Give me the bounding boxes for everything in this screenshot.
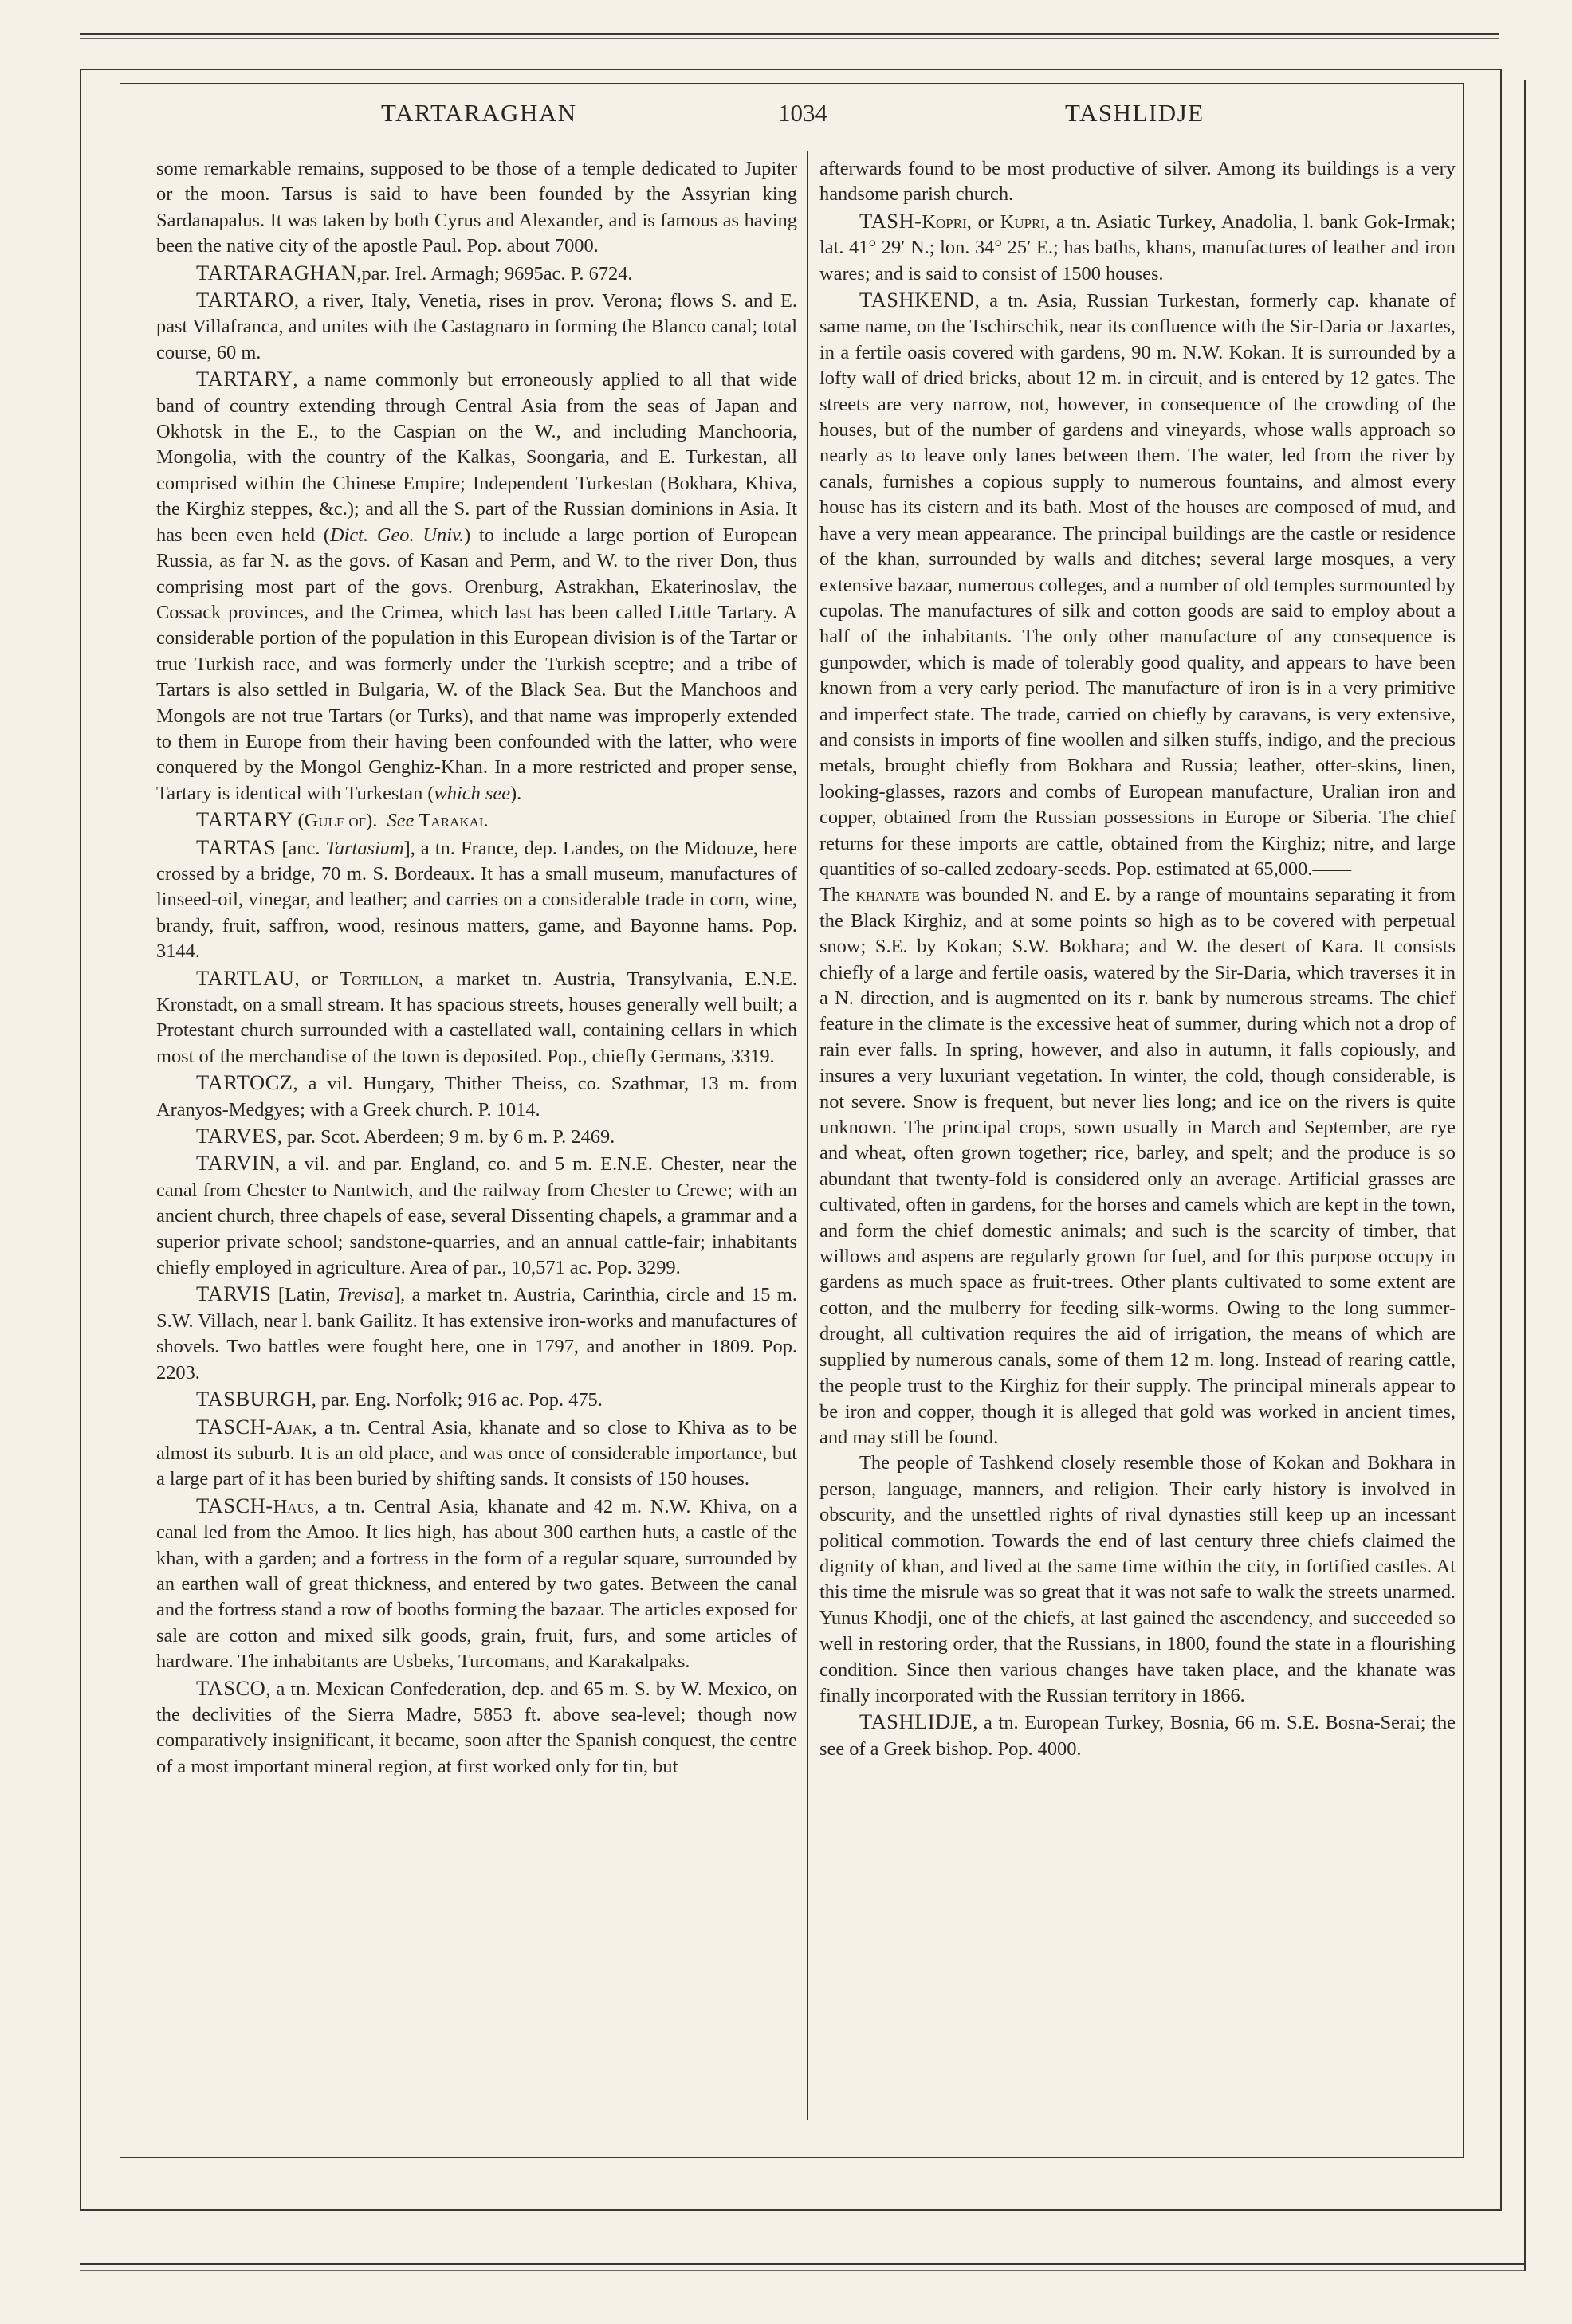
header-right-catchword: TASHLIDJE <box>1065 99 1205 127</box>
right-column <box>819 156 1456 1762</box>
subject-term: khanate <box>855 884 920 906</box>
headword-suffix: Haus <box>273 1495 315 1517</box>
entry-tasburgh <box>156 1386 797 1413</box>
headword-suffix: Ajak <box>273 1416 312 1439</box>
bottom-rule-thin <box>80 2270 1524 2271</box>
headword: TASCO <box>196 1675 266 1700</box>
headword: TARTARO <box>196 288 294 312</box>
entry-tasch-ajak <box>156 1414 797 1493</box>
alternate-name: Tortillon <box>340 968 419 990</box>
entry-text: ). <box>510 782 522 804</box>
see-label: See <box>387 810 415 832</box>
column-divider <box>807 151 808 2120</box>
headword: TARTOCZ <box>196 1070 293 1095</box>
entry-text: [Latin, <box>271 1284 338 1306</box>
headword: TASHKEND <box>859 288 975 312</box>
headword: TARVIN <box>196 1151 275 1176</box>
entry-text: ], a market tn. Austria, Carinthia, circle and 15 m. S.W. Villach, near l. bank Gailitz. It has extensive iron-works and manufactures of shovels. Two battles were fought here, one in 1797, and another in 1809. Pop. 2203. <box>156 1284 797 1384</box>
entry-tash-kopri <box>819 208 1456 287</box>
top-rule-thin <box>80 38 1499 39</box>
entry-tasco-continued: afterwards found to be most productive of silver. Among its buildings is a very handsome parish church. <box>819 158 1456 206</box>
entry-text: , or <box>966 210 1000 233</box>
headword: TARVIS <box>196 1282 272 1306</box>
entry-cross-reference: which see <box>434 782 511 804</box>
entry-text: , a river, Italy, Venetia, rises in prov. Verona; flows S. and E. past Villafranca, and unites with the Castagnaro in forming the Blanco canal; total course, 60 m. <box>156 290 797 363</box>
entry-text: [anc. <box>276 837 326 859</box>
entry-text: , or <box>294 968 340 990</box>
headword: TARTLAU <box>196 965 295 990</box>
entry-text: , a tn. Central Asia, khanate and 42 m. N.W. Khiva, on a canal led from the Amoo. It lies high, has about 300 earthen huts, a castle of the khan, with a garden; and a fortress in the form of a regular square, surrounded by an earthen wall of great thickness, and entered by two gates. Between the canal and the fortress stand a row of booths forming the bazaar. The articles exposed for sale are cotton and mixed silk goods, grain, fruit, furs, and some articles of hardware. The inhabitants are Usbeks, Turcomans, and Karakalpaks. <box>156 1495 797 1673</box>
bottom-rule <box>80 2263 1524 2265</box>
headword: TASCH- <box>196 1493 273 1517</box>
entry-tasch-haus <box>156 1493 797 1675</box>
entry-tartary <box>156 366 797 807</box>
entry-tartlau <box>156 965 797 1070</box>
left-column <box>156 156 797 1780</box>
entry-tartocz <box>156 1070 797 1123</box>
headword: TASH- <box>859 208 922 233</box>
cross-reference: Tarakai. <box>419 810 489 832</box>
header-left-catchword: TARTARAGHAN <box>381 99 577 127</box>
entry-text: , a tn. Central Asia, khanate and so close to Khiva as to be almost its suburb. It is an old place, and was once of considerable importance, but a large part of it has been buried by shifting sands. It consists of 150 houses. <box>156 1416 797 1490</box>
headword: TASCH- <box>196 1414 273 1439</box>
headword: TASHLIDJE <box>859 1710 973 1734</box>
page-number: 1034 <box>778 99 827 127</box>
entry-text: ) to include a large portion of European Russia, as far N. as the govs. of Kasan and Perm, and W. to the river Don, thus comprising most part of the govs. Orenburg, Astrakhan, Ekaterinoslav, the Cossack provinces, and the Crimea, which last has been called Little Tartary. A considerable portion of the population in this European division is of the Tartar or true Turkish race, and was formerly under the Turkish sceptre; and a tribe of Tartars is also settled in Bulgaria, W. of the Black Sea. But the Manchoos and Mongols are not true Tartars (or Turks), and that name was improperly extended to them in Europe from their having been confounded with the latter, who were conquered by the Mongol Genghiz-Khan. In a more restricted and proper sense, Tartary is identical with Turkestan ( <box>156 524 797 804</box>
headword-suffix: Kopri <box>922 210 967 233</box>
entry-citation: Dict. Geo. Univ. <box>329 524 465 546</box>
right-edge-rule <box>1524 80 1526 2271</box>
entry-tartaraghan <box>156 260 797 287</box>
entry-text: , a tn. Asia, Russian Turkestan, formerly cap. khanate of same name, on the Tschirschik, near its confluence with the Sir-Daria or Jaxartes, in a fertile oasis covered with gardens, 90 m. N.W. Kokan. It is surrounded by a lofty wall of dried bricks, about 12 m. in circuit, and is entered by 12 gates. The streets are very narrow, not, however, in consequence of the crowding of the houses, but of the number of gardens and vineyards, whose walls approach so nearly as to leave only lanes between them. The water, led from the river by canals, furnishes a copious supply to numerous fountains, and almost every house has its cistern and its bath. Most of the houses are composed of mud, and have a very mean appearance. The principal buildings are the castle or residence of the khan, surrounded by walls and ditches; several large mosques, a very extensive bazaar, numerous colleges, and a number of old temples surmounted by cupolas. The manufactures of silk and cotton goods are said to employ about a half of the inhabitants. The only other manufacture of any consequence is gunpowder, which is made of tolerably good quality, and appears to have been known from a very early period. The manufacture of iron is in a very primitive and imperfect state. The trade, carried on chiefly by caravans, is very extensive, and consists in imports of fine woollen and silken stuffs, indigo, and the precious metals, brought chiefly from Bokhara and Russia; leather, otter-skins, linen, looking-glasses, razors and combs of European manufacture, Uralian iron and copper, obtained from the Russian possessions in Europe or Siberia. The chief returns for these imports are cattle, obtained from the Kirghiz; nitre, and large quantities of so-called zedoary-seeds. Pop. estimated at 65,000.—— <box>819 290 1456 880</box>
latin-name: Trevisa <box>337 1284 394 1306</box>
ancient-name: Tartasium <box>325 837 404 859</box>
entry-text: ], a tn. France, dep. Landes, on the Midouze, here crossed by a bridge, 70 m. S. Bordeaux. It has a small museum, manufactures of linseed-oil, vinegar, and leather; and carries on a considerable trade in corn, wine, brandy, fruit, saffron, wood, resinous matters, game, and Bayonne hams. Pop. 3144. <box>156 837 797 963</box>
entry-text: The <box>819 884 850 906</box>
top-rule <box>80 33 1499 35</box>
headword-qualifier: (Gulf of). <box>297 810 378 832</box>
entry-text: , a tn. Mexican Confederation, dep. and 65 m. S. by W. Mexico, on the declivities of the Sierra Madre, 5853 ft. above sea-level; though now comparatively insignificant, it became, soon after the Spanish conquest, the centre of a most important mineral region, at first worked only for tin, but <box>156 1678 797 1777</box>
alternate-name: Kupri <box>1000 210 1046 233</box>
entry-text: ,par. Irel. Armagh; 9695ac. P. 6724. <box>356 262 633 285</box>
headword: TARTARAGHAN <box>196 260 357 285</box>
headword: TARTARY <box>196 807 293 832</box>
entry-tartary-gulf <box>156 807 797 834</box>
entry-tashkend <box>819 287 1456 882</box>
entry-text: , a market tn. Austria, Transylvania, E.N.E. Kronstadt, on a small stream. It has spacious streets, houses generally well built; a Protestant church surrounded with a castellated wall, containing cellars in which most of the merchandise of the town is deposited. Pop., chiefly Germans, 3319. <box>156 968 797 1067</box>
entry-tarvin <box>156 1150 797 1281</box>
entry-text: , a tn. Asiatic Turkey, Anadolia, l. bank Gok-Irmak; lat. 41° 29′ N.; lon. 34° 25′ E.; has baths, khans, manufactures of leather and iron wares; and is said to consist of 1500 houses. <box>819 210 1456 285</box>
entry-text: , par. Scot. Aberdeen; 9 m. by 6 m. P. 2469. <box>277 1126 615 1148</box>
entry-tashkend-people: The people of Tashkend closely resemble those of Kokan and Bokhara in person, language, manners, and religion. Their early history is involved in obscurity, and the unsettled rights of rival dynasties still keep up an incessant political commotion. Towards the end of last century three chiefs claimed the dignity of khan, and lived at the same time within the city, in fortified castles. At this time the misrule was so great that it was not safe to walk the streets unarmed. Yunus Khodji, one of the chiefs, at last gained the ascendency, and succeeded so well in restoring order, that the Russians, in 1800, found the state in a flourishing condition. Since then various changes have taken place, and the khanate was finally incorporated with the Russian territory in 1866. <box>819 1452 1456 1706</box>
entry-tarves <box>156 1123 797 1150</box>
entry-text: , a vil. Hungary, Thither Theiss, co. Szathmar, 13 m. from Aranyos-Medgyes; with a Greek church. P. 1014. <box>156 1073 797 1121</box>
entry-tartas <box>156 834 797 965</box>
entry-tasco <box>156 1675 797 1780</box>
headword: TASBURGH <box>196 1387 312 1411</box>
entry-text: , a name commonly but erroneously applied to all that wide band of country extending through Central Asia from the seas of Japan and Okhotsk in the E., to the Caspian on the W., and including Manchooria, Mongolia, with the country of the Kalkas, Soongaria, and E. Turkestan, all comprised within the Chinese Empire; Independent Turkestan (Bokhara, Khiva, the Kirghiz steppes, &c.); and all the S. part of the Russian dominions in Asia. It has been even held ( <box>156 369 797 546</box>
entry-tarvis <box>156 1281 797 1386</box>
entry-text: , par. Eng. Norfolk; 916 ac. Pop. 475. <box>311 1389 603 1411</box>
headword: TARTAS <box>196 834 277 859</box>
entry-tartaro <box>156 287 797 366</box>
entry-text: , a tn. European Turkey, Bosnia, 66 m. S.E. Bosna-Serai; the see of a Greek bishop. Pop. 4000. <box>819 1712 1456 1760</box>
entry-text: , a vil. and par. England, co. and 5 m. E.N.E. Chester, near the canal from Chester to Nantwich, and the railway from Chester to Crewe; with an ancient church, three chapels of ease, several Dissenting chapels, a grammar and a superior private school; sandstone-quarries, and an annual cattle-fair; inhabitants chiefly employed in agriculture. Area of par., 10,571 ac. Pop. 3299. <box>156 1153 797 1279</box>
entry-tashkend-khanate <box>819 882 1456 1451</box>
entry-tarsus-continued: some remarkable remains, supposed to be those of a temple dedicated to Jupiter or the moon. Tarsus is said to have been founded by the Assyrian king Sardanapalus. It was taken by both Cyrus and Alexander, and is famous as having been the native city of the apostle Paul. Pop. about 7000. <box>156 158 797 257</box>
headword: TARVES <box>196 1124 277 1148</box>
running-head <box>156 94 1424 134</box>
headword: TARTARY <box>196 367 293 391</box>
entry-text: was bounded N. and E. by a range of mountains separating it from the Black Kirghiz, and at some points so high as to be covered with perpetual snow; S.E. by Kokan; S.W. Bokhara; and W. the desert of Kara. It consists chiefly of a large and fertile oasis, watered by the Sir-Daria, which traverses it in a N. direction, and is augmented on its r. bank by numerous streams. The chief feature in the climate is the excessive heat of summer, during which not a drop of rain ever falls. In spring, however, and also in autumn, it falls copiously, and insures a very luxuriant vegetation. In winter, the cold, though considerable, is not severe. Snow is frequent, but never lies long; and ice on the rivers is quite unknown. The principal crops, sown usually in March and September, are rye and wheat, often grown together; rice, barley, and spelt; and the produce is so abundant that twenty-fold is considered only an average. Artificial grasses are cultivated, often in gardens, for the horses and camels which are kept in the town, and form the chief domestic animals; and such is the scarcity of timber, that willows and aspens are regularly grown for fuel, and for this purpose occupy in gardens as much space as fruit-trees. Other plants cultivated to some extent are cotton, and the mulberry for feeding silk-worms. Owing to the long summer-drought, all cultivation requires the aid of irrigation, the means of which are supplied by numerous canals, some of them 12 m. long. Instead of rearing cattle, the people trust to the Kirghiz for their supply. The principal minerals appear to be iron and copper, though it is alleged that gold was worked in ancient times, and may still be found. <box>819 884 1456 1448</box>
entry-tashlidje <box>819 1709 1456 1762</box>
